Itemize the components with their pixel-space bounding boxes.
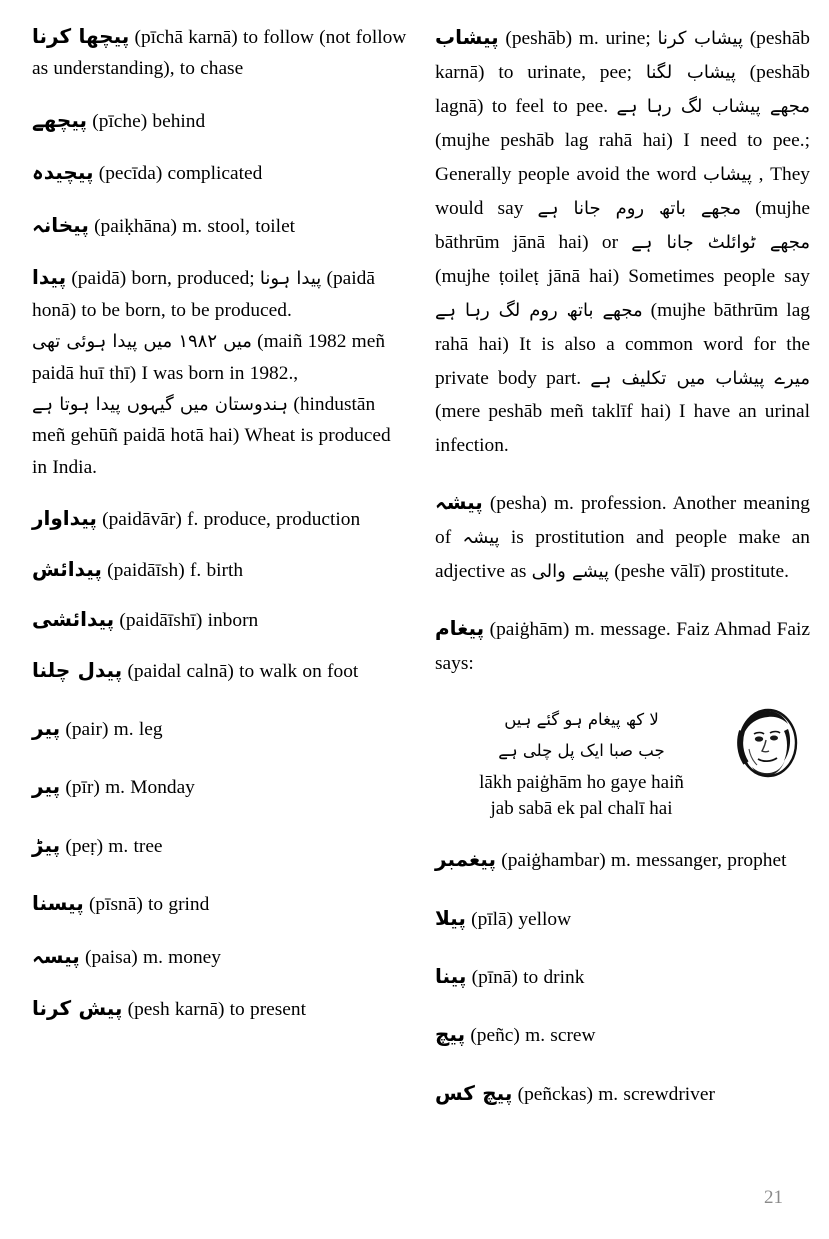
urdu-phrase: میرے پیشاب میں تکلیف ہے — [590, 367, 810, 389]
dictionary-entry-per — [32, 831, 407, 862]
headword-urdu: پیلا — [435, 905, 466, 930]
urdu-phrase: میں ۱۹۸۲ میں پیدا ہوئی تھی — [32, 331, 252, 353]
entry-text: (peñc) m. screw — [465, 1025, 596, 1047]
headword-urdu: پیچھے — [32, 107, 88, 132]
entry-text: (pair) m. leg — [60, 719, 163, 740]
dictionary-entry-pila — [435, 904, 810, 935]
entry-text: (mujhe bāthrūm jānā hai) or — [435, 197, 810, 253]
entry-text: (paidāīshī) inborn — [114, 610, 259, 632]
poem-transliteration-line: jab sabā ek pal chalī hai — [490, 797, 673, 819]
entry-text: (peshāb karnā) to urinate, pee; — [435, 28, 810, 83]
dictionary-entry-picha-karna — [32, 22, 407, 85]
entry-text: (pīche) behind — [87, 110, 206, 132]
entry-text: (paisa) m. money — [79, 946, 221, 968]
entry-text: (mujhe peshāb lag rahā hai) I need to pee.; Generally people avoid the word — [435, 129, 810, 185]
urdu-phrase: پیشے والی — [531, 561, 609, 583]
entry-text: (mere peshāb meñ taklīf hai) I have an urinal infection. — [435, 401, 810, 457]
headword-urdu: پیر — [32, 774, 61, 799]
dictionary-entry-paikhana — [32, 211, 407, 242]
headword-urdu: پیغام — [435, 616, 485, 641]
urdu-phrase: مجھے باتھ روم لگ رہا ہے — [435, 299, 643, 321]
entry-text: (pesh karnā) to present — [122, 999, 306, 1021]
entry-text: (pecīda) complicated — [93, 163, 263, 185]
entry-text: (hindustān meñ gehūñ paidā hotā hai) Wheat is produced in India. — [32, 393, 391, 478]
dictionary-entry-pina — [435, 962, 810, 993]
headword-urdu: پیدائش — [32, 556, 102, 581]
headword-urdu: پیچھا کرنا — [32, 24, 130, 48]
poem-urdu-line: لا کھ پیغام ہو گئے ہیں — [504, 710, 659, 730]
urdu-phrase: ہندوستان میں گیہوں پیدا ہوتا ہے — [32, 393, 289, 415]
dictionary-entry-paighambar — [435, 845, 810, 876]
headword-urdu: پیر — [32, 716, 61, 740]
faiz-ahmad-faiz-portrait-image — [732, 705, 804, 787]
dictionary-entry-pesha — [435, 487, 810, 589]
headword-urdu: پیڑ — [32, 832, 61, 857]
entry-text: (mujhe bāthrūm lag rahā hai) It is also a common word for the private body part. — [435, 299, 811, 389]
entry-text: (pīr) m. Monday — [60, 777, 195, 799]
two-column-layout — [32, 22, 811, 1137]
dictionary-entry-pair — [32, 714, 407, 745]
headword-urdu: پیدا — [32, 265, 67, 290]
entry-text: (paiġhambar) m. messanger, prophet — [495, 850, 787, 872]
page-number: 21 — [764, 1187, 783, 1208]
urdu-phrase: پیشہ — [462, 527, 500, 549]
dictionary-entry-paidaishi — [32, 605, 407, 636]
entry-text: is prostitution and people make an adjective as — [435, 527, 811, 583]
entry-text: (paiḳhāna) m. stool, toilet — [88, 215, 296, 237]
headword-urdu: پیدائشی — [32, 607, 115, 632]
dictionary-entry-pir — [32, 772, 407, 803]
headword-urdu: پیدل چلنا — [32, 657, 123, 682]
entry-text: (peṛ) m. tree — [60, 835, 163, 857]
poem-transliteration — [435, 770, 728, 821]
entry-text: (pīsnā) to grind — [83, 894, 210, 916]
left-column — [32, 22, 407, 1047]
entry-text: (pīnā) to drink — [466, 967, 585, 989]
entry-text: (pīlā) yellow — [465, 908, 572, 930]
poem-urdu-line: جب صبا ایک پل چلی ہے — [498, 740, 665, 760]
urdu-phrase: مجھے باتھ روم جانا ہے — [537, 197, 741, 219]
entry-text: (pesha) m. profession. Another meaning of — [435, 493, 810, 549]
headword-urdu: پیسنا — [32, 891, 84, 916]
dictionary-entry-paisa — [32, 942, 407, 973]
headword-urdu: پیخانہ — [32, 212, 89, 237]
dictionary-entry-piche — [32, 106, 407, 137]
dictionary-entry-peshab — [435, 22, 810, 463]
dictionary-entry-paidaish — [32, 555, 407, 586]
entry-text: (paidā honā) to be born, to be produced. — [32, 268, 375, 321]
urdu-phrase: پیدا ہونا — [259, 268, 322, 290]
entry-text: (peñckas) m. screwdriver — [512, 1083, 715, 1105]
entry-text: (peshāb) m. urine; — [498, 28, 658, 49]
poem-transliteration-line: lākh paiġhām ho gaye haiñ — [479, 772, 684, 794]
entry-text: (paidā) born, produced; — [66, 268, 260, 290]
urdu-phrase: پیشاب — [703, 163, 752, 185]
headword-urdu: پیشہ — [435, 490, 483, 515]
entry-text: (paidal calnā) to walk on foot — [122, 660, 359, 682]
headword-urdu: پینا — [435, 964, 467, 989]
entry-text: (pīchā karnā) to follow (not follow as understanding), to chase — [32, 27, 407, 80]
headword-urdu: پیچ — [435, 1022, 466, 1047]
headword-urdu: پیداوار — [32, 506, 97, 531]
urdu-phrase: پیشاب کرنا — [657, 28, 743, 49]
entry-text: (peshāb lagnā) to feel to pee. — [435, 61, 810, 117]
headword-urdu: پیچ کس — [435, 1080, 513, 1105]
entry-text: (paiġhām) m. message. Faiz Ahmad Faiz says: — [435, 619, 810, 675]
dictionary-entry-paida — [32, 263, 407, 483]
dictionary-entry-paidavar — [32, 504, 407, 535]
right-column — [435, 22, 810, 1137]
urdu-phrase: پیشاب لگنا — [645, 61, 736, 83]
headword-urdu: پیش کرنا — [32, 996, 123, 1021]
dictionary-entry-pecida — [32, 158, 407, 189]
entry-text: (paidāvār) f. produce, production — [96, 509, 361, 531]
entry-text: (maiñ 1982 meñ paidā huī thī) I was born in 1982., — [32, 331, 386, 384]
urdu-phrase: مجھے پیشاب لگ رہا ہے — [616, 95, 811, 117]
headword-urdu: پیچیدہ — [32, 160, 94, 185]
headword-urdu: پیشاب — [435, 25, 499, 49]
dictionary-entry-paigham — [435, 613, 810, 681]
urdu-phrase: مجھے ٹوائلٹ جانا ہے — [631, 231, 810, 253]
dictionary-entry-paidal-calna — [32, 656, 407, 687]
dictionary-entry-penc — [435, 1020, 810, 1051]
headword-urdu: پیغمبر — [435, 847, 496, 872]
entry-text: , They would say — [435, 163, 810, 219]
dictionary-entry-pisna — [32, 889, 407, 920]
headword-urdu: پیسہ — [32, 943, 80, 968]
dictionary-entry-penckas — [435, 1079, 810, 1110]
entry-text: (peshe vālī) prostitute. — [609, 561, 789, 583]
poetry-block — [435, 705, 810, 825]
dictionary-entry-pesh-karna — [32, 994, 407, 1025]
entry-text: (paidāīsh) f. birth — [101, 559, 244, 581]
entry-text: (mujhe ṭoileṭ jānā hai) Sometimes people say — [435, 265, 810, 287]
